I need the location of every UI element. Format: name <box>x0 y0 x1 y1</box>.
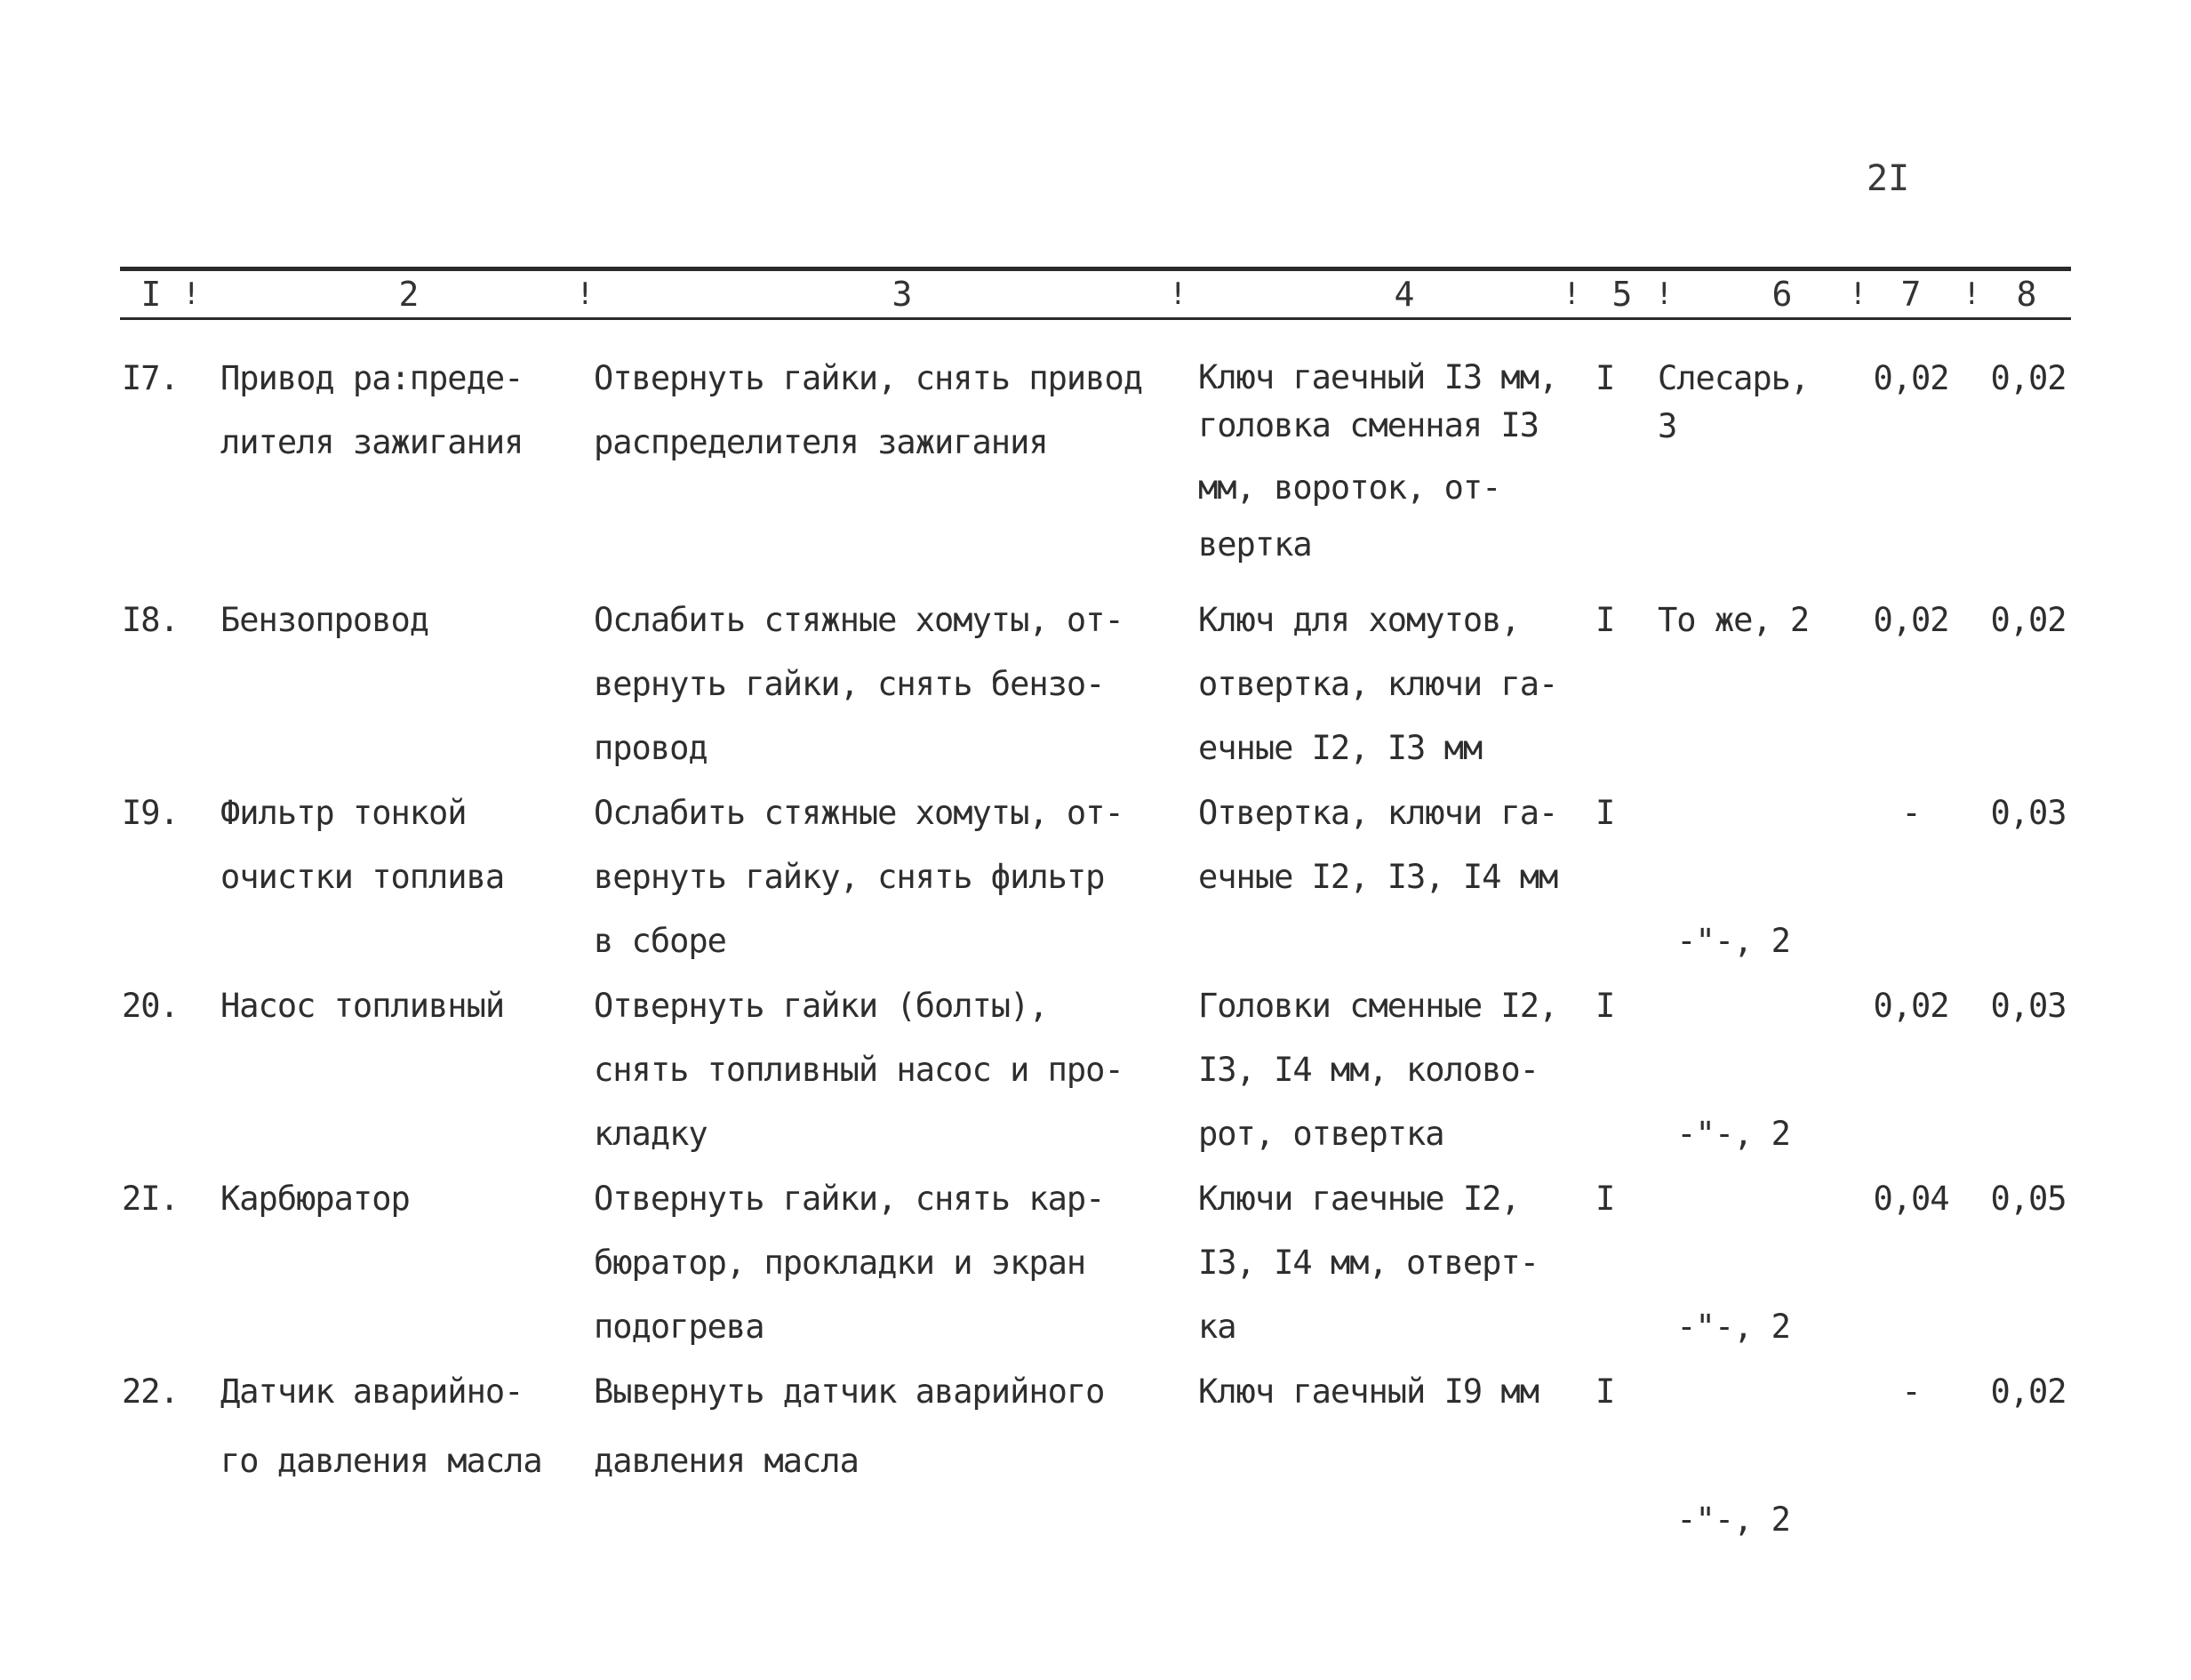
header-separator: ! <box>1849 276 1867 312</box>
component-name <box>220 1360 576 1493</box>
text-line: Фильтр тонкой <box>220 794 467 832</box>
header-separator: ! <box>1963 276 1981 312</box>
component-name <box>220 974 576 1038</box>
header-separator: ! <box>1563 276 1581 312</box>
component-name <box>220 347 576 475</box>
header-col-3: 3 <box>892 275 913 314</box>
tools <box>1198 1360 1580 1424</box>
operation-description <box>594 1167 1180 1359</box>
text-line: вернуть гайки, снять бензо- <box>594 665 1105 703</box>
operation-description <box>594 347 1180 475</box>
text-line: подогрева <box>594 1308 764 1346</box>
time-norm-7: 0,02 <box>1873 987 1949 1025</box>
text-line: Карбюратор <box>220 1180 410 1218</box>
time-norm-7: - <box>1901 1372 1921 1411</box>
operation-description <box>594 1360 1180 1493</box>
text-line: Ключи гаечные I2, <box>1198 1180 1520 1218</box>
text-line: То же, 2 <box>1658 601 1810 639</box>
text-line: распределителя зажигания <box>594 423 1048 461</box>
row-number: I7. <box>122 359 179 397</box>
text-line: Привод ра:преде- <box>220 359 524 397</box>
text-line: Слесарь, <box>1658 359 1810 397</box>
text-line: мм, вороток, от- <box>1198 468 1501 507</box>
table-header <box>0 274 2191 315</box>
table-header-rule <box>120 317 2071 320</box>
row-number: I9. <box>122 794 179 832</box>
quantity: I <box>1595 987 1615 1025</box>
text-line: отвертка, ключи га- <box>1198 665 1558 703</box>
text-line: Ключ для хомутов, <box>1198 601 1520 639</box>
quantity: I <box>1595 1180 1615 1218</box>
header-col-4: 4 <box>1394 275 1415 314</box>
header-col-1: I <box>140 275 162 314</box>
header-separator: ! <box>1655 276 1674 312</box>
text-line: Отвернуть гайки, снять кар- <box>594 1180 1105 1218</box>
text-line: Отвернуть гайки (болты), <box>594 987 1048 1025</box>
text-line: бюратор, прокладки и экран <box>594 1244 1086 1282</box>
header-col-2: 2 <box>398 275 420 314</box>
text-line: ечные I2, I3 мм <box>1198 729 1483 767</box>
text-line: Ключ гаечный I9 мм <box>1198 1372 1539 1411</box>
time-norm-7: 0,02 <box>1873 359 1949 397</box>
operation-description <box>594 588 1180 780</box>
operation-description <box>594 781 1180 973</box>
text-line: Ослабить стяжные хомуты, от- <box>594 601 1123 639</box>
page-number: 2I <box>1867 158 1910 199</box>
time-norm-7: 0,02 <box>1873 601 1949 639</box>
text-line: ка <box>1198 1308 1236 1346</box>
text-line: Бензопровод <box>220 601 429 639</box>
operation-description <box>594 974 1180 1166</box>
text-line: снять топливный насос и про- <box>594 1051 1123 1089</box>
time-norm-7: 0,04 <box>1873 1180 1949 1218</box>
text-line: I3, I4 мм, отверт- <box>1198 1244 1539 1282</box>
component-name <box>220 588 576 652</box>
header-col-5: 5 <box>1611 275 1633 314</box>
time-norm-7: - <box>1901 794 1921 832</box>
text-line: Ключ гаечный I3 мм, <box>1198 358 1558 396</box>
text-line: очистки топлива <box>220 858 505 896</box>
quantity: I <box>1595 601 1615 639</box>
text-line: го давления масла <box>220 1442 542 1480</box>
time-norm-8: 0,02 <box>1990 601 2067 639</box>
time-norm-8: 0,02 <box>1990 1372 2067 1411</box>
header-col-8: 8 <box>2016 275 2037 314</box>
tools <box>1198 781 1580 909</box>
text-line: Вывернуть датчик аварийного <box>594 1372 1105 1411</box>
text-line: вернуть гайку, снять фильтр <box>594 858 1105 896</box>
text-line: -"-, 2 <box>1658 1500 1790 1539</box>
tools <box>1198 1167 1580 1359</box>
text-line: давления масла <box>594 1442 859 1480</box>
text-line: Отвертка, ключи га- <box>1198 794 1558 832</box>
text-line: Головки сменные I2, <box>1198 987 1558 1025</box>
header-separator: ! <box>1169 276 1187 312</box>
text-line: Датчик аварийно- <box>220 1372 524 1411</box>
text-line: ечные I2, I3, I4 мм <box>1198 858 1558 896</box>
header-separator: ! <box>182 276 201 312</box>
tools <box>1198 588 1580 780</box>
worker-grade <box>1658 588 1835 652</box>
table-top-rule <box>120 267 2071 271</box>
row-number: 20. <box>122 987 179 1025</box>
worker-grade <box>1658 347 1835 459</box>
text-line: головка сменная I3 <box>1198 406 1539 444</box>
row-number: 22. <box>122 1372 179 1411</box>
time-norm-8: 0,02 <box>1990 359 2067 397</box>
text-line: рот, отвертка <box>1198 1115 1444 1153</box>
text-line: Отвернуть гайки, снять привод <box>594 359 1143 397</box>
row-number: I8. <box>122 601 179 639</box>
text-line: -"-, 2 <box>1658 922 1790 960</box>
quantity: I <box>1595 794 1615 832</box>
text-line: -"-, 2 <box>1658 1115 1790 1153</box>
tools <box>1198 974 1580 1166</box>
header-col-6: 6 <box>1771 275 1793 314</box>
header-separator: ! <box>576 276 595 312</box>
component-name <box>220 781 576 909</box>
text-line: кладку <box>594 1115 708 1153</box>
worker-grade <box>1658 1360 1835 1680</box>
time-norm-8: 0,03 <box>1990 987 2067 1025</box>
text-line: 3 <box>1658 407 1677 445</box>
row-number: 2I. <box>122 1180 179 1218</box>
text-line: в сборе <box>594 922 726 960</box>
text-line: I3, I4 мм, колово- <box>1198 1051 1539 1089</box>
component-name <box>220 1167 576 1231</box>
text-line: -"-, 2 <box>1658 1308 1790 1346</box>
text-line: Насос топливный <box>220 987 505 1025</box>
time-norm-8: 0,03 <box>1990 794 2067 832</box>
tools <box>1198 347 1580 576</box>
text-line: Ослабить стяжные хомуты, от- <box>594 794 1123 832</box>
text-line: провод <box>594 729 708 767</box>
quantity: I <box>1595 359 1615 397</box>
text-line: вертка <box>1198 525 1312 564</box>
time-norm-8: 0,05 <box>1990 1180 2067 1218</box>
quantity: I <box>1595 1372 1615 1411</box>
header-col-7: 7 <box>1900 275 1922 314</box>
text-line: лителя зажигания <box>220 423 524 461</box>
